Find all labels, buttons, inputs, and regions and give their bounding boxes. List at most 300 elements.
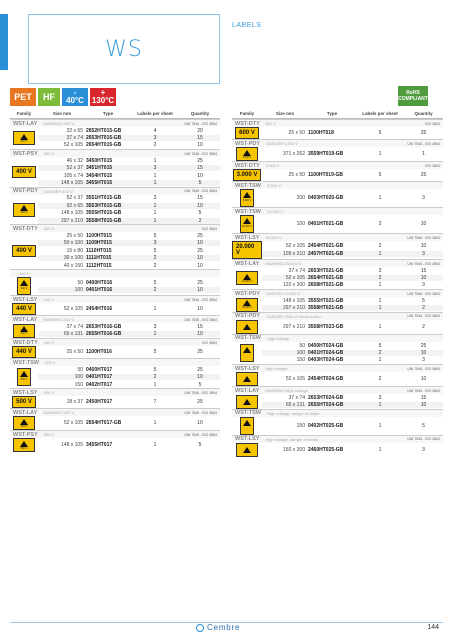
family-rows xyxy=(38,306,220,313)
cell-type: 3454HT015 xyxy=(86,172,113,179)
family-header xyxy=(232,312,443,320)
cell-size: 37 x 74 xyxy=(288,267,305,274)
warning-triangle-icon xyxy=(20,371,28,377)
header-type: Type xyxy=(326,110,338,116)
warning-label-text: 500 V xyxy=(20,446,28,450)
family-header xyxy=(232,119,443,127)
table-row xyxy=(262,357,443,364)
label-thumbnail xyxy=(232,320,262,334)
cell-type: 3559HT019-GB xyxy=(308,150,344,157)
family-description: DANGER 20.000 V xyxy=(266,291,301,297)
family-standard: UNI 7546 - ISO 3864 xyxy=(184,151,217,156)
cell-quantity: 25 xyxy=(420,342,427,349)
family-group xyxy=(232,297,443,312)
cell-labels-per-sheet: 1 xyxy=(130,180,180,186)
family-group xyxy=(10,323,220,338)
rohs-badge xyxy=(398,86,428,106)
cell-size: 30 x 100 xyxy=(38,255,86,261)
cell-quantity: 10 xyxy=(180,203,220,209)
table-row xyxy=(262,342,443,349)
warning-label-text: 400 V xyxy=(20,211,28,215)
cell-labels-per-sheet: 2 xyxy=(356,275,404,281)
table-row xyxy=(38,381,220,388)
cell-quantity: 15 xyxy=(197,195,203,202)
cell-labels-per-sheet: 1 xyxy=(378,194,382,201)
table-row xyxy=(38,142,220,149)
family-code: WST-PSY xyxy=(13,150,38,157)
warning-label-image xyxy=(13,416,35,430)
family-description: WARNING 500 V xyxy=(43,410,74,416)
table-row xyxy=(38,331,220,338)
cell-quantity: 5 xyxy=(180,180,220,186)
cell-quantity: 25 xyxy=(197,157,203,164)
cell-quantity: 10 xyxy=(420,243,427,250)
family-rows xyxy=(262,422,443,429)
cell-quantity: 25 xyxy=(197,232,203,239)
cell-quantity: 15 xyxy=(197,323,203,330)
cell-type: 0400HT016 xyxy=(86,279,113,286)
cell-size: 40 x 150 xyxy=(63,262,83,269)
table-row xyxy=(38,399,220,406)
cell-quantity: 10 xyxy=(180,240,220,246)
family-header xyxy=(232,386,443,394)
cell-labels-per-sheet: 2 xyxy=(378,376,382,383)
cell-size: 50 xyxy=(77,279,83,286)
cell-type: 3558HT015-GB xyxy=(86,218,130,224)
label-thumbnail xyxy=(232,443,262,457)
table-row xyxy=(38,157,220,164)
cell-labels-per-sheet: 3 xyxy=(130,240,180,246)
cell-size: 15 x 80 xyxy=(66,247,83,254)
family-code: WST-TSW xyxy=(235,335,261,342)
cell-labels-per-sheet: 5 xyxy=(153,247,157,254)
voltage-label-image: 500 V xyxy=(12,396,36,408)
cell-labels-per-sheet: 3 xyxy=(378,267,382,274)
cell-labels-per-sheet: 1 xyxy=(153,210,157,217)
family-group xyxy=(10,232,220,269)
cell-size: 25 x 50 xyxy=(288,171,305,178)
cell-size: 65 x 131 xyxy=(262,402,308,408)
family-rows xyxy=(262,297,443,312)
family-rows xyxy=(38,279,220,294)
table-row xyxy=(262,274,443,281)
cell-size: 297 x 210 xyxy=(283,323,305,330)
family-rows xyxy=(38,366,220,388)
family-standard: UNI 7546 - ISO 3864 xyxy=(184,432,217,437)
warning-label-image xyxy=(236,395,258,409)
family-group xyxy=(232,241,443,259)
cell-labels-per-sheet: 1 xyxy=(378,446,382,453)
voltage-label-image: 400 V xyxy=(12,166,36,178)
family-code: WST-LSY xyxy=(235,234,260,241)
cell-type: 2655HT024-GB xyxy=(308,402,356,408)
cell-size: 50 x 100 xyxy=(38,240,86,246)
family-standard: ISO 3864 xyxy=(425,121,440,126)
label-thumbnail xyxy=(10,245,38,257)
warning-triangle-icon xyxy=(243,347,251,353)
family-rows xyxy=(38,348,220,355)
max-temp-sign: + xyxy=(100,88,106,97)
cell-type: 1100HT019-GB xyxy=(308,171,344,178)
table-row xyxy=(38,420,220,427)
label-thumbnail xyxy=(10,166,38,178)
family-header xyxy=(10,388,220,396)
warning-label-image xyxy=(236,372,258,386)
family-description: 500 V xyxy=(43,432,55,438)
family-rows xyxy=(38,442,220,449)
cell-labels-per-sheet: 3 xyxy=(130,165,180,171)
halogen-free-badge: HF xyxy=(38,88,60,106)
family-standard: UNI 7546 - ISO 3864 xyxy=(407,235,440,240)
cell-type: 2655HT016-GB xyxy=(86,331,130,337)
family-rows xyxy=(262,394,443,409)
family-standard: ISO 3864 xyxy=(202,226,217,231)
material-badges xyxy=(10,88,116,106)
cell-quantity: 10 xyxy=(197,172,203,179)
table-row xyxy=(262,402,443,409)
cell-type: 0402HT025-GB xyxy=(308,422,344,429)
cell-quantity: 25 xyxy=(420,129,427,136)
cell-quantity: 5 xyxy=(422,422,425,429)
cell-labels-per-sheet: 3 xyxy=(130,135,180,141)
min-temp-sign: - xyxy=(73,88,77,97)
cell-size: 371 x 262 xyxy=(283,150,305,157)
label-thumbnail xyxy=(232,147,262,161)
cell-quantity: 15 xyxy=(420,394,427,401)
header-per-sheet: Labels per sheet xyxy=(137,110,173,116)
hazard-tag-image xyxy=(240,417,254,435)
table-row xyxy=(262,394,443,401)
table-row xyxy=(38,247,220,254)
family-description: 500 V xyxy=(44,360,56,366)
family-header xyxy=(10,358,220,366)
family-rows xyxy=(262,129,443,136)
cell-labels-per-sheet: 1 xyxy=(378,297,382,304)
label-thumbnail xyxy=(10,277,38,295)
warning-triangle-icon xyxy=(243,218,251,224)
family-description: 440 V xyxy=(43,340,55,346)
cell-type: 3455HT017 xyxy=(86,442,113,449)
cell-size: 32 x 65 xyxy=(66,127,83,134)
cell-quantity: 3 xyxy=(404,251,443,257)
cell-type: 3551HT015-GB xyxy=(86,195,122,202)
family-rows xyxy=(38,399,220,406)
cell-type: 1112HT015 xyxy=(86,262,112,269)
cell-quantity: 2 xyxy=(180,218,220,224)
cell-size: 18 x 37 xyxy=(66,399,83,406)
family-code: WST-PSY xyxy=(13,431,38,438)
family-header xyxy=(10,430,220,438)
family-header xyxy=(10,224,220,232)
family-rows xyxy=(38,127,220,149)
cell-labels-per-sheet: 5 xyxy=(378,342,382,349)
cell-type: 0400HT024-GB xyxy=(308,342,344,349)
cell-size: 150 xyxy=(296,357,305,364)
family-code: WST-PDY xyxy=(235,140,261,147)
cell-labels-per-sheet: 1 xyxy=(130,331,180,337)
cell-size: 37 x 74 xyxy=(288,394,305,401)
cell-size: 25 x 50 xyxy=(66,349,83,356)
family-code: WST-LSY xyxy=(235,365,260,372)
cell-size: 25 x 50 xyxy=(288,129,305,136)
cell-labels-per-sheet: 2 xyxy=(378,243,382,250)
table-row xyxy=(38,210,220,217)
table-row xyxy=(38,279,220,286)
cell-size: 148 x 105 xyxy=(61,210,83,217)
cell-type: 2454HT021-GB xyxy=(308,243,344,250)
cell-size: 52 x 37 xyxy=(66,195,83,202)
left-table xyxy=(10,108,220,452)
label-thumbnail xyxy=(10,303,38,315)
cell-labels-per-sheet: 2 xyxy=(130,287,180,293)
cell-type: 1100HT015 xyxy=(86,232,112,239)
cell-labels-per-sheet: 1 xyxy=(153,172,157,179)
cell-type: 1111HT015 xyxy=(86,255,130,261)
cell-labels-per-sheet: 1 xyxy=(378,323,382,330)
cell-labels-per-sheet: 2 xyxy=(356,350,404,356)
cell-size: 105 x 74 xyxy=(63,172,83,179)
family-group xyxy=(10,195,220,225)
table-row xyxy=(38,373,220,380)
family-description: 400 V xyxy=(43,151,55,157)
hazard-tag-image xyxy=(240,215,254,233)
family-description: 600 V xyxy=(265,121,277,126)
hazard-tag-image xyxy=(17,368,31,386)
voltage-label-image: 440 V xyxy=(12,303,36,315)
cell-labels-per-sheet: 1 xyxy=(378,282,382,289)
cell-size: 148 x 105 xyxy=(38,180,86,186)
family-rows xyxy=(262,243,443,258)
cell-labels-per-sheet: 5 xyxy=(153,349,157,356)
family-description: 20.000 V xyxy=(266,209,283,214)
family-rows xyxy=(262,220,443,227)
brand-mark-icon xyxy=(196,624,204,632)
cell-size: 148 x 105 xyxy=(283,297,305,304)
warning-label-text: 440 V xyxy=(20,332,28,336)
label-thumbnail xyxy=(232,241,262,259)
cell-type: 3553HT015-GB xyxy=(86,203,130,209)
family-standard: UNI 7546 - ISO 3864 xyxy=(407,141,440,146)
cell-type: 2653HT015-GB xyxy=(86,135,130,141)
warning-triangle-icon xyxy=(243,420,251,426)
brand-name: Cembre xyxy=(207,623,241,632)
family-header xyxy=(232,139,443,147)
warning-triangle-icon xyxy=(243,192,251,198)
family-group xyxy=(10,396,220,408)
right-table xyxy=(232,108,443,457)
cell-type: 2654HT015-GB xyxy=(86,142,122,149)
family-group xyxy=(232,342,443,364)
family-description: DANGER: Risk of electrocution xyxy=(266,313,322,319)
page-title: WS xyxy=(105,36,143,62)
cell-size: 25 x 50 xyxy=(66,232,83,239)
family-rows xyxy=(38,420,220,427)
family-standard: UNI 7546 - ISO 3864 xyxy=(184,317,217,322)
cell-quantity: 10 xyxy=(197,420,203,427)
table-row xyxy=(38,254,220,261)
family-code: WST-DTY xyxy=(13,225,38,232)
table-row xyxy=(38,165,220,172)
cell-quantity: 3 xyxy=(422,357,425,364)
table-row xyxy=(262,150,443,157)
table-row xyxy=(38,366,220,373)
family-standard: ISO 3864 xyxy=(425,163,440,168)
cell-size: 37 x 74 xyxy=(38,135,86,141)
header-quantity: Quantity xyxy=(414,110,433,116)
cell-quantity: 10 xyxy=(197,306,203,313)
family-code: WST-LAY xyxy=(235,387,260,394)
cell-type: 1110HT015 xyxy=(86,247,112,254)
warning-triangle-icon xyxy=(243,399,251,405)
family-group xyxy=(232,127,443,139)
warning-label-image xyxy=(13,203,35,217)
cell-type: 2658HT021-GB xyxy=(308,282,344,289)
family-description: DANGER 400 V xyxy=(44,188,73,194)
cell-quantity: 5 xyxy=(198,381,202,388)
cell-labels-per-sheet: 1 xyxy=(356,305,404,311)
cell-size: 52 x 105 xyxy=(285,243,305,250)
cell-quantity: 25 xyxy=(197,279,203,286)
family-description: WARNING 20.000 V xyxy=(265,261,302,266)
table-row xyxy=(262,297,443,304)
warning-label-text: 400 V xyxy=(20,139,28,143)
warning-label-text: 3.000 V xyxy=(242,155,252,159)
voltage-label-image: 3.000 V xyxy=(233,169,262,181)
category-label: LABELS xyxy=(232,22,262,29)
cell-labels-per-sheet: 1 xyxy=(153,442,157,449)
table-row xyxy=(38,202,220,209)
cell-size: 150 xyxy=(296,422,305,429)
cell-labels-per-sheet: 1 xyxy=(153,420,157,427)
cell-type: 0403HT020-GB xyxy=(308,194,344,201)
warning-label-image xyxy=(236,298,258,312)
cell-quantity: 25 xyxy=(420,171,427,178)
cell-quantity: 10 xyxy=(404,275,443,281)
table-row xyxy=(38,306,220,313)
cell-type: 3558HT021-GB xyxy=(308,305,356,311)
cell-type: 3555HT015-GB xyxy=(86,210,122,217)
label-thumbnail xyxy=(232,127,262,139)
family-header xyxy=(232,207,443,215)
table-row xyxy=(262,349,443,356)
family-header xyxy=(10,187,220,195)
cell-quantity: 15 xyxy=(180,165,220,171)
cell-quantity: 10 xyxy=(420,220,427,227)
header-quantity: Quantity xyxy=(190,110,210,116)
label-thumbnail xyxy=(232,372,262,386)
family-description: 440 V xyxy=(43,297,54,303)
cell-quantity: 10 xyxy=(404,350,443,356)
cell-labels-per-sheet: 1 xyxy=(356,402,404,408)
label-thumbnail xyxy=(232,417,262,435)
cell-size: 52 x 105 xyxy=(63,142,83,149)
cell-size: 37 x 74 xyxy=(66,323,83,330)
family-description: 5.000 V xyxy=(266,183,281,188)
cell-size: 100 xyxy=(296,220,305,227)
cell-labels-per-sheet: 7 xyxy=(153,399,157,406)
cell-quantity: 10 xyxy=(180,374,220,380)
family-header xyxy=(232,334,443,342)
label-thumbnail xyxy=(10,416,38,430)
family-rows xyxy=(38,232,220,269)
cell-size: 297 x 210 xyxy=(38,218,86,224)
family-rows xyxy=(262,342,443,364)
cell-labels-per-sheet: 5 xyxy=(378,129,382,136)
cell-type: 0403HT024-GB xyxy=(308,357,344,364)
cell-labels-per-sheet: 1 xyxy=(356,251,404,257)
cell-quantity: 25 xyxy=(197,349,203,356)
cell-size: 50 xyxy=(299,342,305,349)
rohs-subtitle: COMPLIANT xyxy=(398,96,428,102)
cell-labels-per-sheet: 1 xyxy=(378,150,382,157)
family-group xyxy=(232,169,443,181)
family-rows xyxy=(262,323,443,330)
family-description: 440 V xyxy=(19,271,30,277)
cell-quantity: 2 xyxy=(404,305,443,311)
cell-size: 50 xyxy=(77,366,83,373)
family-standard: ISO 3864 xyxy=(202,340,217,345)
cell-quantity: 10 xyxy=(180,287,220,293)
family-code: WST-PDY xyxy=(235,290,261,297)
family-standard: UNI 7546 - ISO 3864 xyxy=(184,297,217,302)
cell-size: 200 xyxy=(296,194,305,201)
cell-type: 0401HT024-GB xyxy=(308,350,356,356)
family-code: WST-DTY xyxy=(235,162,260,169)
cell-quantity: 3 xyxy=(422,282,425,289)
family-code: WST-LAY xyxy=(13,409,38,416)
family-rows xyxy=(262,446,443,453)
table-row xyxy=(262,267,443,274)
table-row xyxy=(38,217,220,224)
cell-type: 2454HT016 xyxy=(86,306,113,313)
label-thumbnail xyxy=(10,203,38,217)
cell-labels-per-sheet: 1 xyxy=(153,306,157,313)
family-description: High voltage, danger of death xyxy=(265,436,318,442)
cell-type: 3451HT015 xyxy=(86,165,130,171)
table-row xyxy=(262,171,443,178)
table-row xyxy=(38,134,220,141)
family-standard: UNI 7546 - ISO 3864 xyxy=(184,410,217,415)
family-header xyxy=(232,289,443,297)
voltage-label-image: 440 V xyxy=(12,346,36,358)
family-header xyxy=(10,315,220,323)
family-group xyxy=(232,267,443,289)
cell-size: 105 x 210 xyxy=(262,251,308,257)
table-row xyxy=(262,250,443,257)
cell-type: 2653HT021-GB xyxy=(308,267,344,274)
family-standard: UNI 7546 - ISO 3864 xyxy=(407,437,440,442)
cell-labels-per-sheet: 2 xyxy=(378,220,382,227)
cell-quantity: 5 xyxy=(198,210,202,217)
cell-quantity: 25 xyxy=(197,399,203,406)
label-thumbnail xyxy=(10,396,38,408)
cell-type: 0401HT016 xyxy=(86,287,130,293)
family-code: WST-DTY xyxy=(13,339,38,346)
table-row xyxy=(262,422,443,429)
family-group xyxy=(232,147,443,161)
cell-labels-per-sheet: 3 xyxy=(153,323,157,330)
header-family: Family xyxy=(16,110,32,116)
table-row xyxy=(262,243,443,250)
family-description: 20.000 V xyxy=(265,235,282,240)
warning-triangle-icon xyxy=(243,324,251,330)
voltage-label-image: 600 V xyxy=(235,127,259,139)
family-header xyxy=(10,295,220,303)
cell-size: 100 xyxy=(38,287,86,293)
cell-labels-per-sheet: 5 xyxy=(378,171,382,178)
family-description: High voltage, danger of death xyxy=(266,410,320,416)
family-description: WARNING 440 V xyxy=(43,317,74,323)
